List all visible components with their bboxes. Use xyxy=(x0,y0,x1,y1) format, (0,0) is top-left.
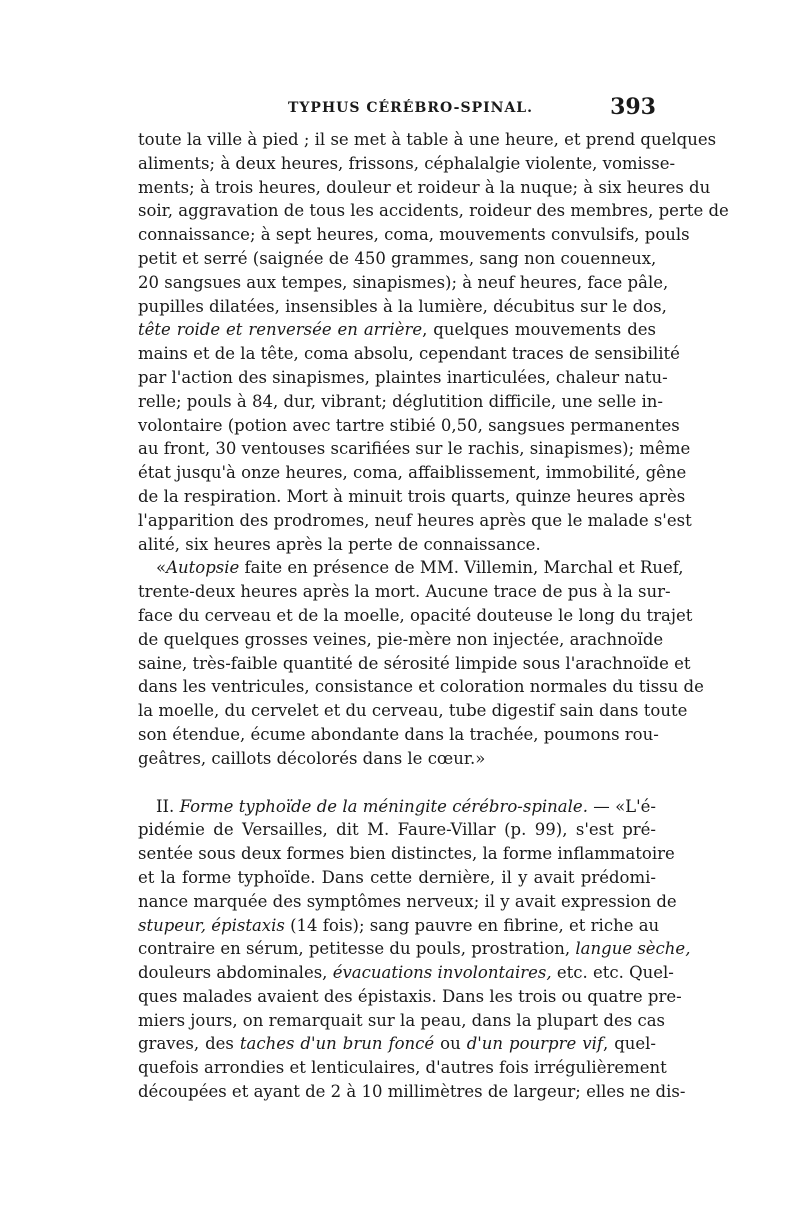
text-fragment: contraire en sérum, petitesse du pouls, prostration, xyxy=(138,939,576,959)
text-fragment: — «L'é- xyxy=(587,796,656,816)
text-line xyxy=(138,914,660,938)
section-number: II. xyxy=(156,796,180,816)
opening-quote: « xyxy=(156,558,167,578)
italic-phrase: d'un pourpre vif xyxy=(466,1034,603,1054)
text-line: ques malades avaient des épistaxis. Dans les trois ou quatre pre- xyxy=(138,986,682,1006)
text-line: petit et serré (saignée de 450 grammes, sang non couenneux, xyxy=(138,248,657,268)
text-line: soir, aggravation de tous les accidents, roideur des membres, perte de xyxy=(138,201,729,221)
text-line: toute la ville à pied ; il se met à table à une heure, et prend quelques xyxy=(138,130,717,149)
text-line: découpées et ayant de 2 à 10 millimètres de largeur; elles ne dis- xyxy=(138,1082,686,1102)
text-line: son étendue, écume abondante dans la trachée, poumons rou- xyxy=(138,724,659,744)
text-line: relle; pouls à 84, dur, vibrant; déglutition difficile, une selle in- xyxy=(138,391,663,411)
section-heading: Forme typhoïde de la méningite cérébro-spinale. xyxy=(179,796,588,816)
text-line: pupilles dilatées, insensibles à la lumière, décubitus sur le dos, xyxy=(138,296,667,316)
running-title: TYPHUS CÉRÉBRO-SPINAL. xyxy=(288,100,534,116)
text-line xyxy=(138,318,656,342)
text-line: au front, 30 ventouses scarifiées sur le rachis, sinapismes); même xyxy=(138,439,691,459)
text-line: quefois arrondies et lenticulaires, d'autres fois irrégulièrement xyxy=(138,1058,667,1078)
italic-phrase: stupeur, épistaxis xyxy=(138,915,285,935)
text-line xyxy=(138,937,691,961)
italic-phrase: évacuations involontaires, xyxy=(332,963,552,983)
text-line: sentée sous deux formes bien distinctes, la forme inflammatoire xyxy=(138,844,675,864)
text-line: alité, six heures après la perte de connaissance. xyxy=(138,534,541,554)
paragraph-autopsy xyxy=(138,556,704,770)
text-line: mains et de la tête, coma absolu, cependant traces de sensibilité xyxy=(138,344,680,364)
page-number: 393 xyxy=(610,94,656,120)
text-fragment: (14 fois); sang pauvre en fibrine, et riche au xyxy=(284,915,660,935)
text-line: volontaire (potion avec tartre stibié 0,50, sangsues permanentes xyxy=(138,415,680,435)
text-line: pidémie de Versailles, dit M. Faure-Villar (p. 99), s'est pré- xyxy=(138,820,656,840)
italic-phrase: taches d'un brun foncé xyxy=(239,1034,435,1054)
text-line: de la respiration. Mort à minuit trois quarts, quinze heures après xyxy=(138,486,686,506)
text-line: geâtres, caillots décolorés dans le cœur.» xyxy=(138,748,486,768)
text-line xyxy=(138,961,674,985)
text-line: aliments; à deux heures, frissons, céphalalgie violente, vomisse- xyxy=(138,153,676,173)
text-fragment: faite en présence de MM. Villemin, Marchal et Ruef, xyxy=(239,558,684,578)
italic-phrase: langue sèche, xyxy=(575,939,691,959)
text-line: miers jours, on remarquait sur la peau, dans la plupart des cas xyxy=(138,1010,665,1030)
text-line: trente-deux heures après la mort. Aucune trace de pus à la sur- xyxy=(138,582,671,602)
text-line: dans les ventricules, consistance et coloration normales du tissu de xyxy=(138,677,704,697)
text-line: nance marquée des symptômes nerveux; il y avait expression de xyxy=(138,891,677,911)
text-line xyxy=(138,1032,656,1056)
paragraph-typhoid-form xyxy=(138,795,691,1104)
text-fragment: graves, des xyxy=(138,1034,240,1054)
text-line: ments; à trois heures, douleur et roideur à la nuque; à six heures du xyxy=(138,177,711,197)
text-line: face du cerveau et de la moelle, opacité douteuse le long du trajet xyxy=(138,605,693,625)
text-line: l'apparition des prodromes, neuf heures après que le malade s'est xyxy=(138,510,692,530)
text-line: connaissance; à sept heures, coma, mouvements convulsifs, pouls xyxy=(138,225,690,245)
text-line xyxy=(138,556,684,580)
text-fragment: etc. etc. Quel- xyxy=(551,963,674,983)
text-line: par l'action des sinapismes, plaintes inarticulées, chaleur natu- xyxy=(138,367,668,387)
running-head xyxy=(138,94,656,124)
text-line xyxy=(138,795,656,819)
italic-phrase: tête roide et renversée en arrière xyxy=(138,320,423,340)
text-line: et la forme typhoïde. Dans cette dernière, il y avait prédomi- xyxy=(138,867,656,887)
text-fragment: , quelques mouvements des xyxy=(422,320,656,340)
paragraph-case-history xyxy=(138,128,729,556)
text-fragment: douleurs abdominales, xyxy=(138,963,333,983)
paragraph-gap xyxy=(138,771,656,795)
text-fragment: , quel- xyxy=(602,1034,657,1054)
body-text xyxy=(138,128,729,1104)
text-line: 20 sangsues aux tempes, sinapismes); à neuf heures, face pâle, xyxy=(138,272,669,292)
text-line: état jusqu'à onze heures, coma, affaiblissement, immobilité, gêne xyxy=(138,463,687,483)
text-line: de quelques grosses veines, pie-mère non injectée, arachnoïde xyxy=(138,629,664,649)
text-line: la moelle, du cervelet et du cerveau, tube digestif sain dans toute xyxy=(138,701,688,721)
text-fragment: ou xyxy=(434,1034,467,1054)
italic-phrase: Autopsie xyxy=(166,558,240,578)
text-line: saine, très-faible quantité de sérosité limpide sous l'arachnoïde et xyxy=(138,653,691,673)
